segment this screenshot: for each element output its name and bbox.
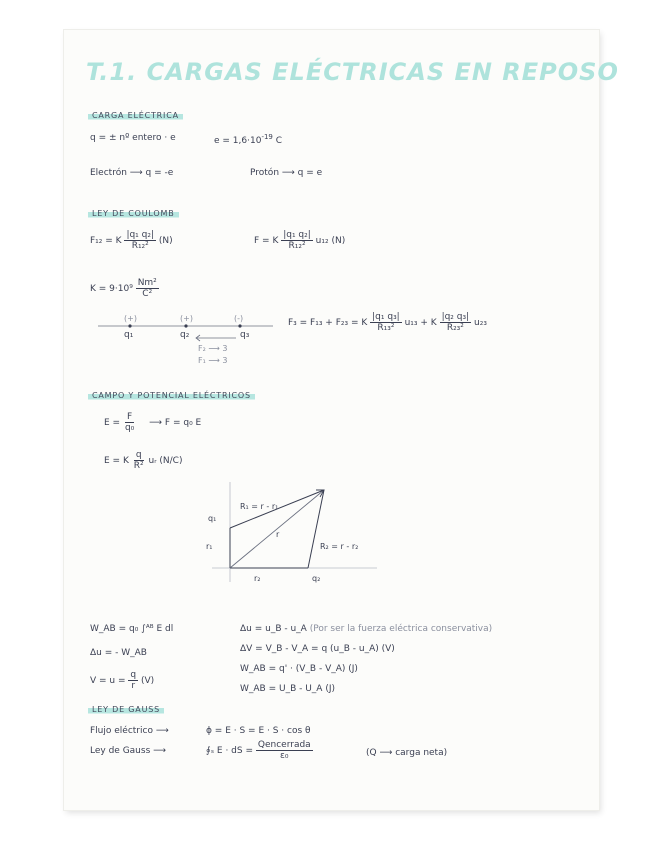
force-arrow-label-2: F₁ ⟶ 3 — [198, 356, 228, 365]
potential-energy-diff: Δu = u_B - u_A (Por ser la fuerza eléctrica conservativa) — [240, 624, 493, 634]
energy-work-relation: Δu = - W_AB — [90, 648, 147, 658]
page-title: T.1. CARGAS ELÉCTRICAS EN REPOSO — [86, 58, 619, 86]
charge-label-1: q₁ — [124, 330, 134, 340]
proton-charge: Protón ⟶ q = e — [250, 168, 323, 178]
diagram-R2: R₂ = r - r₂ — [320, 542, 359, 551]
charge-label-2: q₂ — [180, 330, 190, 340]
section-header-gauss: LEY DE GAUSS — [88, 704, 164, 715]
charges-line-diagram — [98, 316, 278, 366]
diagram-q2: q₂ — [312, 574, 321, 583]
work-energy: W_AB = U_B - U_A (J) — [240, 684, 336, 694]
diagram-R1: R₁ = r - r₁ — [240, 502, 279, 511]
gauss-note: (Q ⟶ carga neta) — [366, 748, 448, 758]
diagram-q1: q₁ — [208, 514, 217, 523]
flux-formula: ϕ = E · S = E · S · cos θ — [206, 726, 311, 736]
electron-charge: Electrón ⟶ q = -e — [90, 168, 174, 178]
section-header-coulomb: LEY DE COULOMB — [88, 208, 179, 219]
potential-diff: ΔV = V_B - V_A = q (u_B - u_A) (V) — [240, 644, 395, 654]
section-header-campo: CAMPO Y POTENCIAL ELÉCTRICOS — [88, 390, 255, 401]
charge-sign-1: (+) — [124, 314, 137, 323]
section-header-carga: CARGA ELÉCTRICA — [88, 110, 183, 121]
work-potential: W_AB = q' · (V_B - V_A) (J) — [240, 664, 358, 674]
point-charge-field: E = K $\frac{q}{\text{R²}}$ uᵣ (N/C) — [104, 450, 183, 471]
diagram-r2: r₂ — [254, 574, 261, 583]
coulomb-scalar: F₁₂ = K $\frac{\text{|q₁ q₂|}}{\text{R₁₂²}}$ (N) — [90, 230, 173, 251]
potential-formula: V = u = $\frac{q}{r}$ (V) — [90, 670, 155, 691]
vector-diagram — [212, 482, 382, 592]
charge-sign-3: (-) — [234, 314, 244, 323]
coulomb-constant: K = 9·10⁹ $\frac{\text{Nm²}}{\text{C²}}$ — [90, 278, 157, 299]
work-integral: W_AB = q₀ ∫ᴬᴮ E dl — [90, 624, 174, 634]
field-definition: E = $\frac{F}{\text{q₀}}$ ⟶ F = q₀ E — [104, 412, 202, 433]
charge-sign-2: (+) — [180, 314, 193, 323]
elementary-charge: $e = 1,6\cdot 10^{-19}$ C — [214, 133, 283, 146]
diagram-r1: r₁ — [206, 542, 213, 551]
charge-quantization: q = ± nº entero · e — [90, 133, 176, 143]
gauss-label: Ley de Gauss ⟶ — [90, 746, 167, 756]
superposition-formula: F₃ = F₁₃ + F₂₃ = K $\frac{\text{|q₁ q₃|}}{\text{R₁₃²}}$ u₁₃ + K $\frac{\text{|q₂ q₃|}}{\text{R₂₃²}}$ u₂₃ — [288, 312, 487, 333]
charge-label-3: q₃ — [240, 330, 250, 340]
notebook-page — [64, 30, 619, 810]
flux-label: Flujo eléctrico ⟶ — [90, 726, 169, 736]
gauss-formula: ∮ₛ E · dS = $\frac{\text{Qencerrada}}{\text{ε₀}}$ — [206, 740, 311, 761]
coulomb-vector: F = K $\frac{\text{|q₁ q₂|}}{\text{R₁₂²}}$ u₁₂ (N) — [254, 230, 346, 251]
diagram-r: r — [276, 530, 280, 539]
force-arrow-label-1: F₂ ⟶ 3 — [198, 344, 228, 353]
